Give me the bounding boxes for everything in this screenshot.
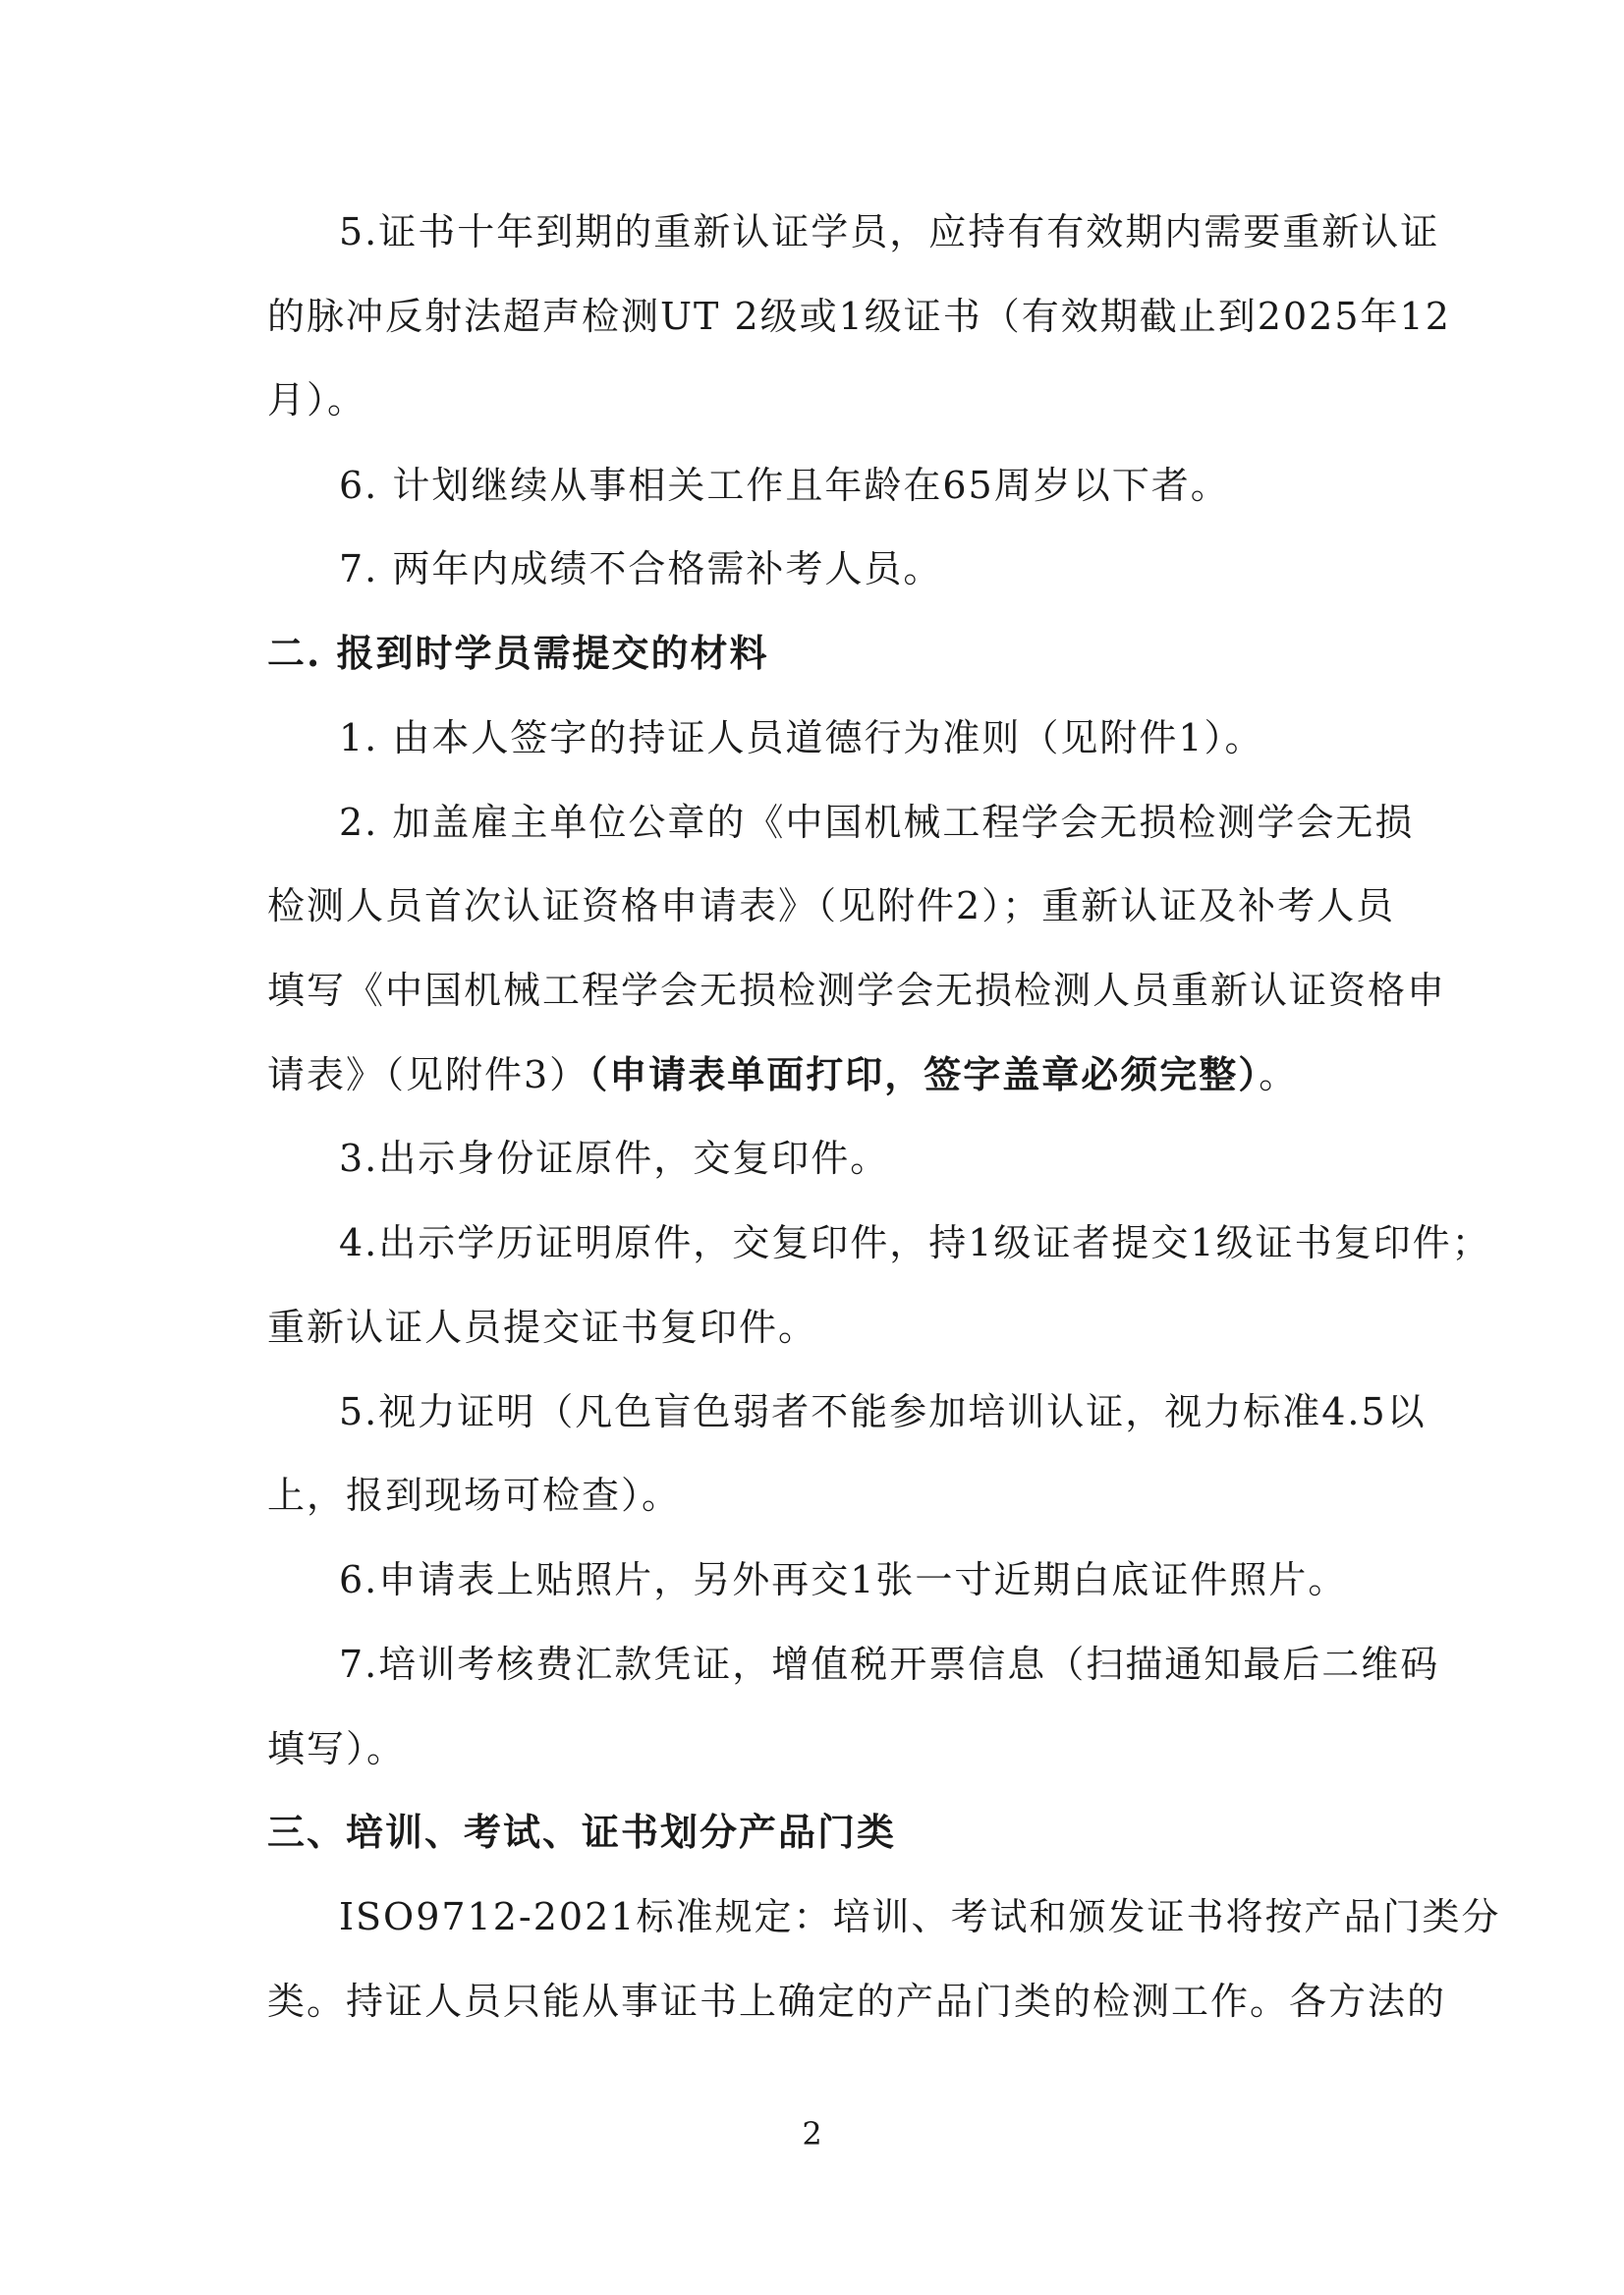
text-line: 6.申请表上贴照片，另外再交1张一寸近期白底证件照片。 [339, 1558, 1348, 1601]
text-line: 5.视力证明（凡色盲色弱者不能参加培训认证，视力标准4.5以 [339, 1390, 1427, 1433]
page-number: 2 [802, 2115, 822, 2153]
text-line: 5.证书十年到期的重新认证学员，应持有有效期内需要重新认证 [339, 210, 1440, 253]
text-line: 4.出示学历证明原件，交复印件，持1级证者提交1级证书复印件； [339, 1221, 1491, 1264]
text-line-mixed [267, 1051, 1298, 1098]
bold-text-segment: （申请表单面打印，签字盖章必须完整） [588, 1052, 1260, 1096]
text-line: 类。持证人员只能从事证书上确定的产品门类的检测工作。各方法的 [267, 1980, 1447, 2023]
text-line: 7.培训考核费汇款凭证，增值税开票信息（扫描通知最后二维码 [339, 1643, 1440, 1686]
text-line: ISO9712-2021标准规定：培训、考试和颁发证书将按产品门类分 [339, 1895, 1501, 1938]
section-heading: 三、培训、考试、证书划分产品门类 [267, 1810, 897, 1854]
text-line: 填写《中国机械工程学会无损检测学会无损检测人员重新认证资格申 [267, 969, 1447, 1012]
text-line: 2. 加盖雇主单位公章的《中国机械工程学会无损检测学会无损 [339, 801, 1415, 844]
section-heading: 二. 报到时学员需提交的材料 [267, 631, 769, 675]
text-line: 3.出示身份证原件，交复印件。 [339, 1137, 890, 1180]
text-line: 上，报到现场可检查）。 [267, 1474, 682, 1517]
text-line: 重新认证人员提交证书复印件。 [267, 1306, 818, 1349]
text-segment: 。 [1259, 1053, 1299, 1096]
text-line: 7. 两年内成绩不合格需补考人员。 [339, 547, 943, 590]
text-line: 检测人员首次认证资格申请表》（见附件2）；重新认证及补考人员 [267, 884, 1396, 927]
text-line: 的脉冲反射法超声检测UT 2级或1级证书（有效期截止到2025年12 [267, 295, 1451, 338]
text-line: 6. 计划继续从事相关工作且年龄在65周岁以下者。 [339, 464, 1230, 507]
text-segment: 请表》（见附件3） [267, 1053, 589, 1096]
text-line: 填写）。 [267, 1727, 407, 1770]
text-line: 1. 由本人签字的持证人员道德行为准则（见附件1）。 [339, 716, 1264, 759]
text-line: 月）。 [267, 378, 367, 421]
